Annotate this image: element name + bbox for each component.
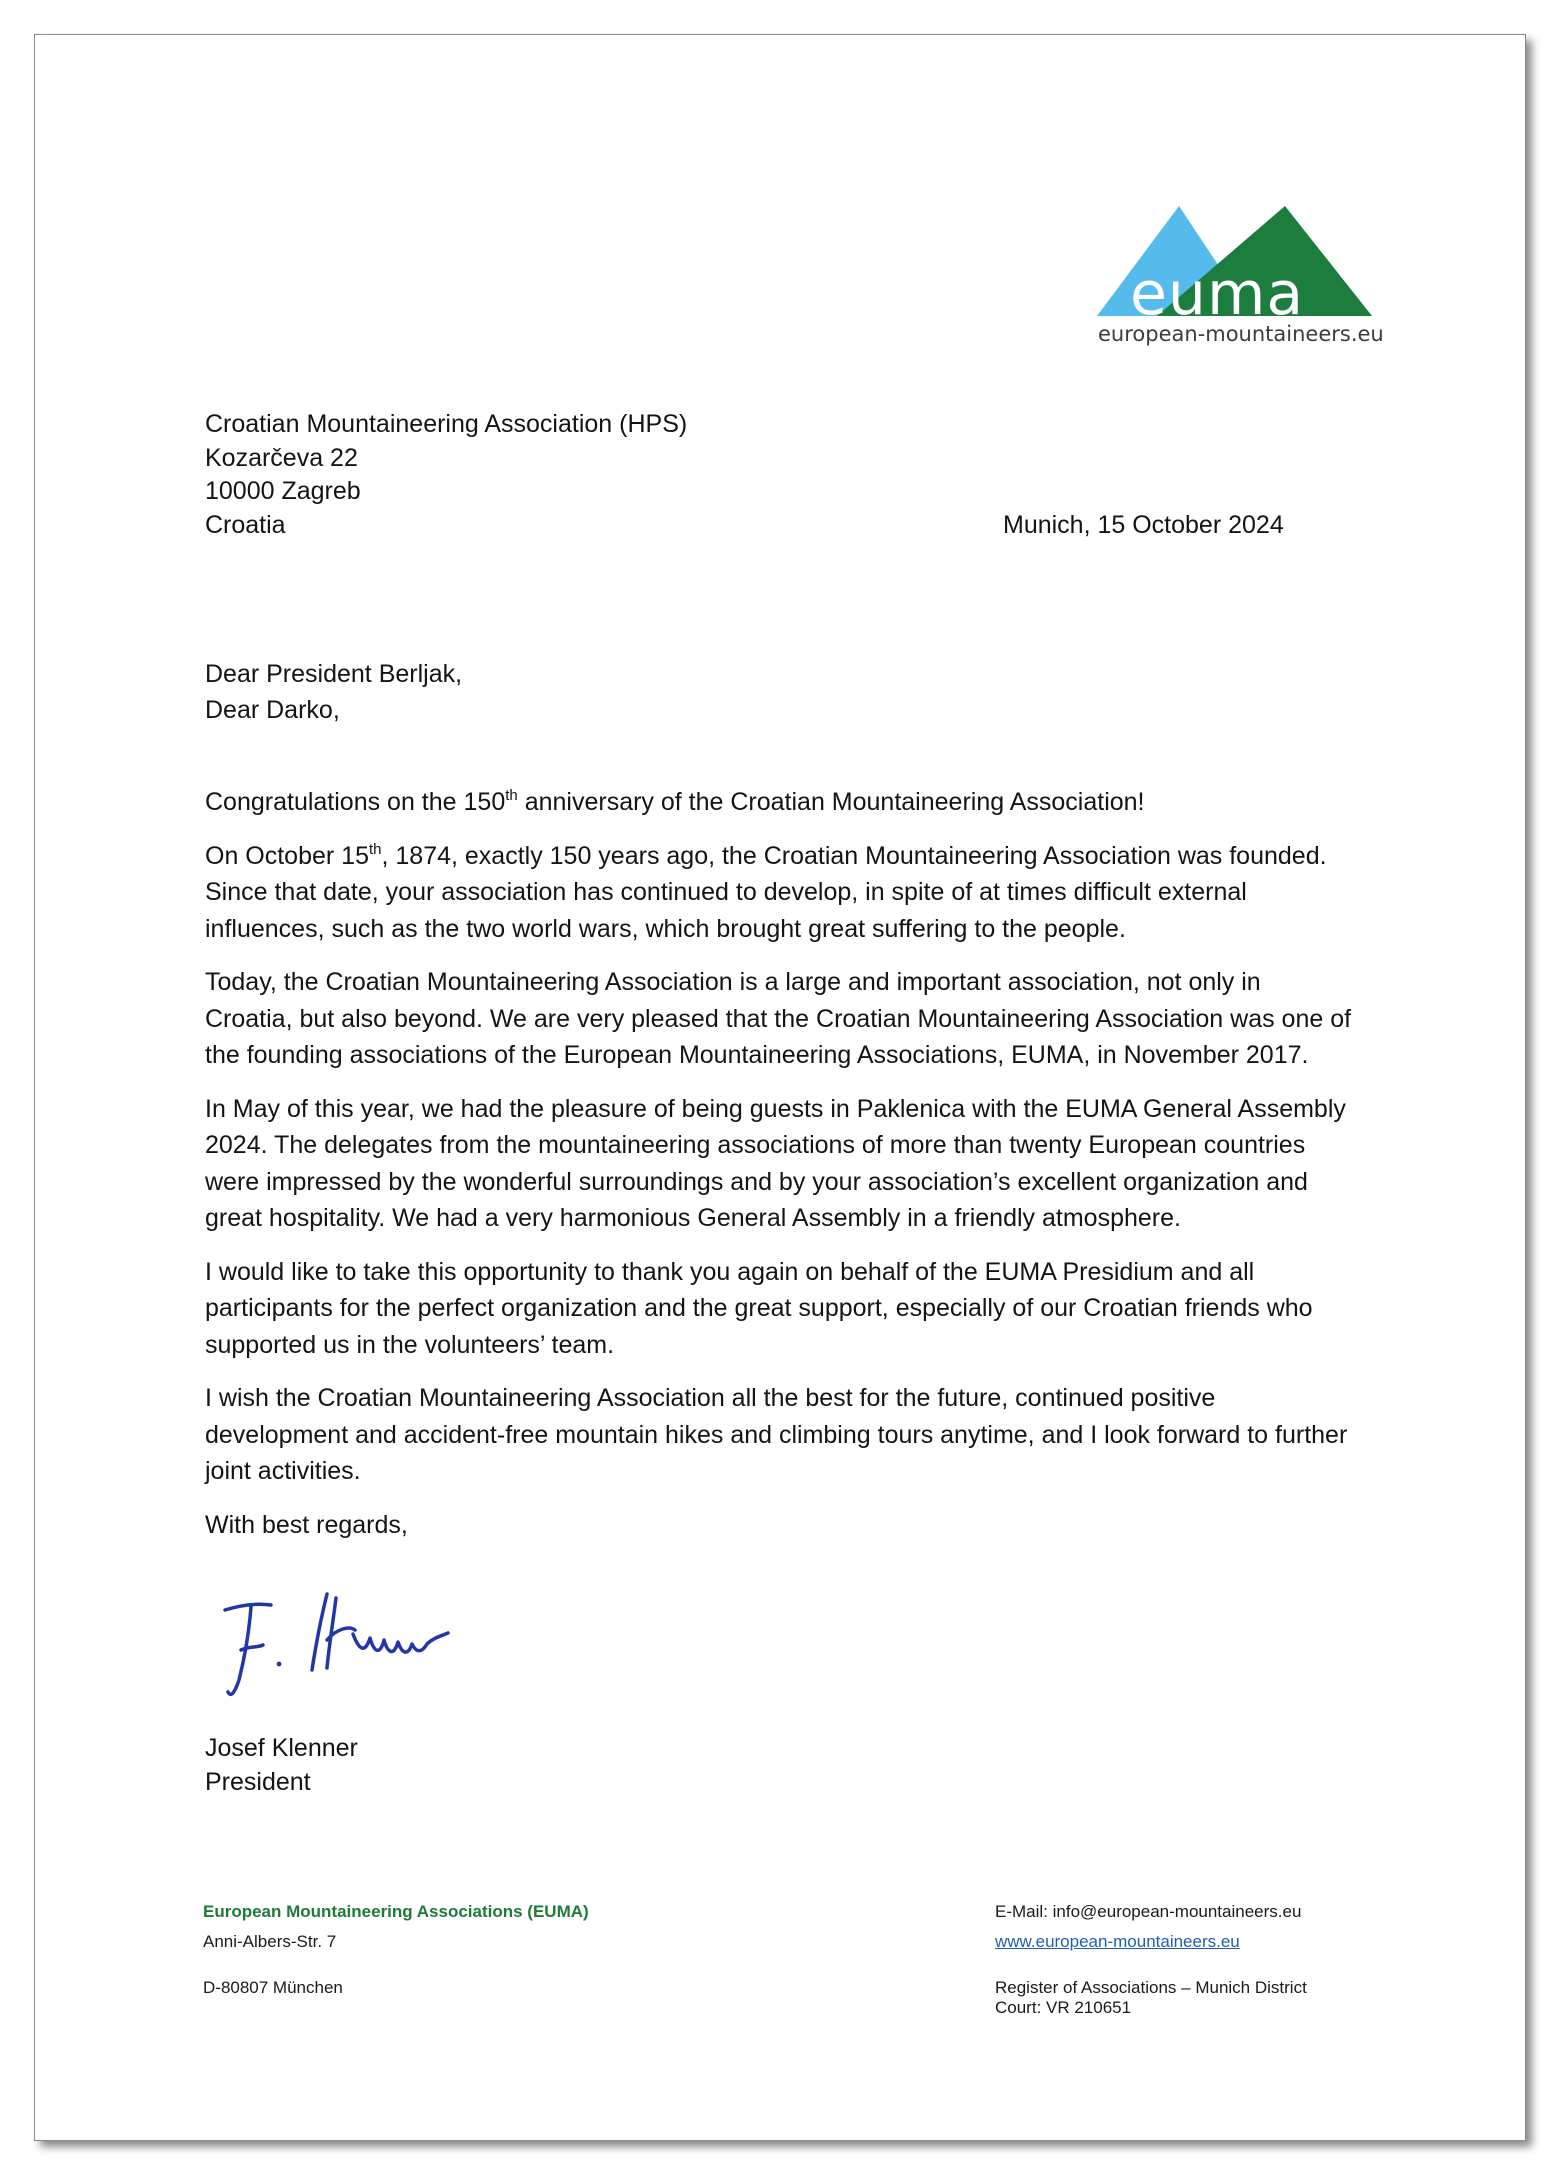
signer-block <box>205 1732 1355 1799</box>
recipient-line: Kozarčeva 22 <box>205 443 358 472</box>
signature-icon <box>215 1588 505 1708</box>
handwritten-signature <box>215 1588 505 1708</box>
body-paragraph: In May of this year, we had the pleasure of being guests in Paklenica with the EUMA General Assembly 2024. The delegates from the mountaineering associations of more than twenty European countries were impressed by the wonderful surroundings and by your association’s excellent organization and great hospitality. We had a very harmonious General Assembly in a friendly atmosphere. <box>205 1094 1346 1232</box>
salutation-line: Dear Darko, <box>205 696 340 724</box>
text-run: Congratulations on the 150 <box>205 788 506 816</box>
logo-url: european-mountaineers.eu <box>1098 322 1384 346</box>
body-paragraph <box>205 838 1355 948</box>
text-run: On October 15 <box>205 841 369 870</box>
superscript: th <box>368 840 382 858</box>
salutation-line: Dear President Berljak, <box>205 660 463 688</box>
salutation <box>205 658 1355 730</box>
body-paragraph <box>205 784 1355 821</box>
logo-wordmark: euma <box>1130 259 1305 329</box>
letter-date: Munich, 15 October 2024 <box>1003 511 1284 539</box>
text-run: , 1874, exactly 150 years ago, the Croatian Mountaineering Association was founded. Since that date, your association has continued to develop, in spite of at times difficult external influences, such as the two world wars, which brought great suffering to the people. <box>205 841 1327 943</box>
signer-title: President <box>205 1767 311 1796</box>
footer-street: Anni-Albers-Str. 7 <box>203 1932 337 1951</box>
closing: With best regards, <box>205 1510 408 1539</box>
footer-register-court: Court: VR 210651 <box>995 1998 1132 2017</box>
text-run: anniversary of the Croatian Mountaineering Association! <box>517 788 1145 816</box>
footer-organization: European Mountaineering Associations (EUMA) <box>203 1902 589 1921</box>
signer-name: Josef Klenner <box>205 1734 358 1762</box>
body-paragraph: I would like to take this opportunity to thank you again on behalf of the EUMA Presidium and all participants for the perfect organization and the great support, especially of our Croatian friends who supported us in the volunteers’ team. <box>205 1257 1313 1359</box>
letter-body <box>205 784 1355 1560</box>
footer-city: D-80807 München <box>203 1978 343 1997</box>
recipient-line: Croatian Mountaineering Association (HPS) <box>205 410 688 438</box>
euma-logo <box>1097 206 1384 352</box>
body-paragraph: I wish the Croatian Mountaineering Association all the best for the future, continued positive development and accident-free mountain hikes and climbing tours anytime, and I look forward to further joint activities. <box>205 1384 1348 1485</box>
footer-website-link[interactable]: www.european-mountaineers.eu <box>995 1932 1240 1951</box>
recipient-line: 10000 Zagreb <box>205 477 361 505</box>
footer-email: E-Mail: info@european-mountaineers.eu <box>995 1902 1302 1921</box>
recipient-line: Croatia <box>205 510 286 539</box>
body-paragraph: Today, the Croatian Mountaineering Association is a large and important association, not only in Croatia, but also beyond. We are very pleased that the Croatian Mountaineering Association was one of the founding associations of the European Mountaineering Associations, EUMA, in November 2017. <box>205 968 1352 1069</box>
footer-register: Register of Associations – Munich District <box>995 1978 1307 1997</box>
superscript: th <box>505 787 518 804</box>
